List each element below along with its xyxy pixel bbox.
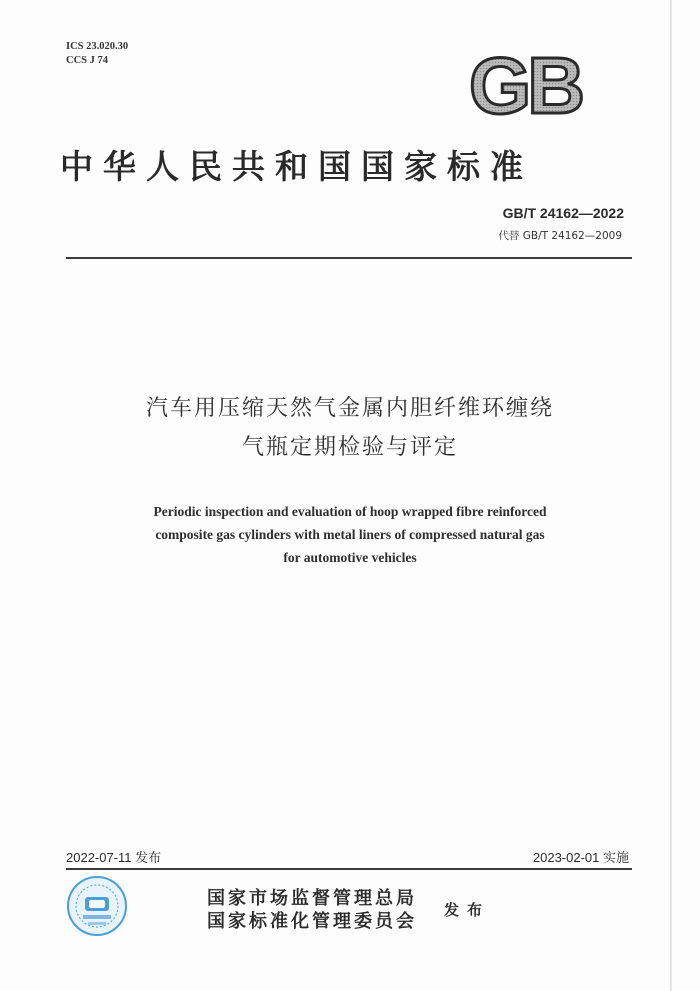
title-english — [60, 500, 640, 569]
issuer-sac: 国家标准化管理委员会 — [207, 911, 417, 932]
title-english-line-2: composite gas cylinders with metal liners of compressed natural gas — [155, 527, 545, 542]
certification-seal-icon — [66, 875, 128, 937]
title-english-line-3: for automotive vehicles — [283, 550, 417, 565]
publish-label: 发布 — [444, 901, 491, 919]
gb-logo-text: GB — [469, 49, 581, 121]
title-chinese — [30, 389, 670, 467]
ics-code: ICS 23.020.30 — [66, 41, 129, 52]
header-divider — [66, 257, 632, 259]
org-title: 中华人民共和国国家标准 — [60, 147, 533, 186]
implementation-date: 2023-02-01 实施 — [532, 850, 629, 865]
title-chinese-line-1: 汽车用压缩天然气金属内胆纤维环缠绕 — [145, 396, 554, 421]
footer-divider — [66, 868, 632, 870]
scan-edge — [670, 0, 672, 991]
standard-number: GB/T 24162—2022 — [502, 205, 624, 221]
issuing-authorities — [207, 887, 417, 933]
issue-date: 2022-07-11 发布 — [66, 850, 162, 865]
title-english-line-1: Periodic inspection and evaluation of hoop wrapped fibre reinforced — [153, 504, 547, 519]
classification-codes — [66, 40, 128, 68]
replaces-standard: 代替 GB/T 24162—2009 — [498, 230, 622, 242]
issuer-samr: 国家市场监督管理总局 — [207, 888, 417, 909]
gb-logo — [458, 49, 592, 121]
title-chinese-line-2: 气瓶定期检验与评定 — [241, 435, 458, 460]
ccs-code: CCS J 74 — [66, 55, 109, 66]
